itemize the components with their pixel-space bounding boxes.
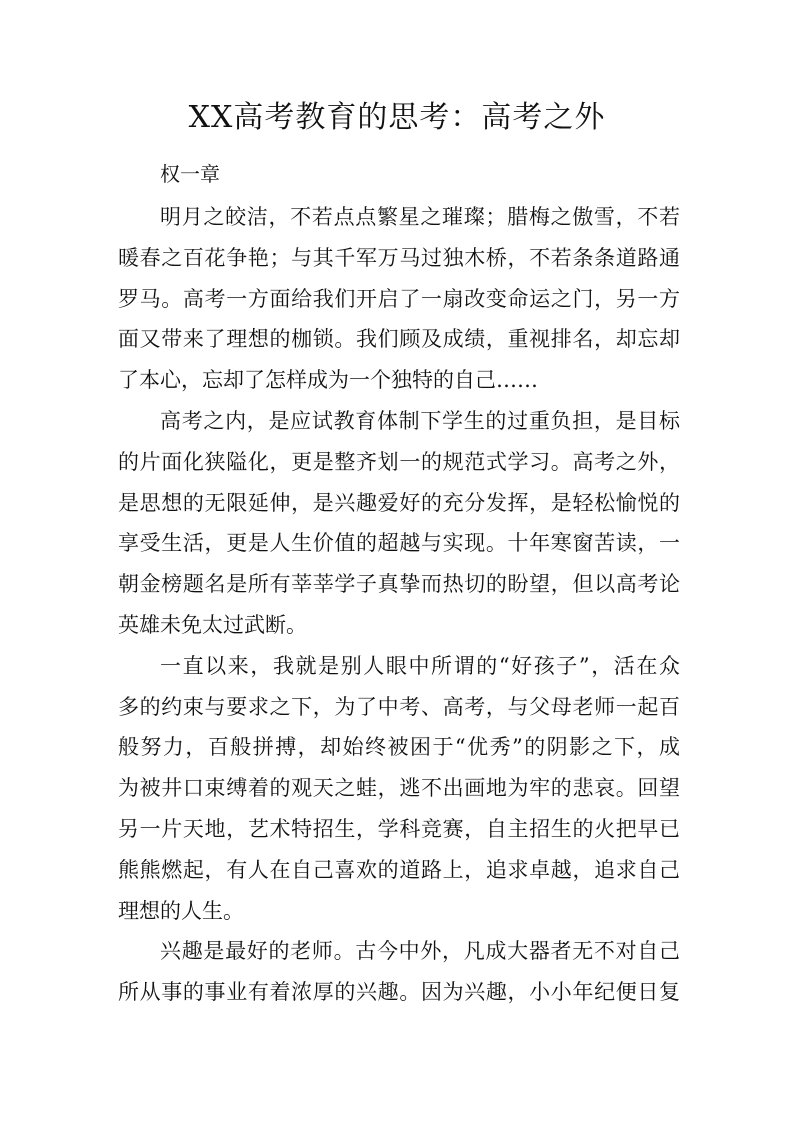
document-title: XX高考教育的思考：高考之外 <box>188 100 606 135</box>
text-line: 暖春之百花争艳；与其千军万马过独木桥，不若条条道路通 <box>118 245 680 270</box>
document-body <box>118 197 680 1013</box>
text-line: 熊熊燃起，有人在自己喜欢的道路上，追求卓越，追求自己 <box>118 857 680 882</box>
text-line: 明月之皎洁，不若点点繁星之璀璨；腊梅之傲雪，不若 <box>160 205 680 229</box>
text-line: 所从事的事业有着浓厚的兴趣。因为兴趣，小小年纪便日复 <box>118 980 680 1005</box>
text-line: 另一片天地，艺术特招生，学科竞赛，自主招生的火把早已 <box>118 816 680 841</box>
text-line: 英雄未免太过武断。 <box>118 612 307 637</box>
text-line: 享受生活，更是人生价值的超越与实现。十年寒窗苦读，一 <box>118 531 680 556</box>
text-line: 理想的人生。 <box>118 898 244 923</box>
paragraph <box>118 646 680 932</box>
text-line: 高考之内，是应试教育体制下学生的过重负担，是目标 <box>160 408 680 433</box>
text-line: 一直以来，我就是别人眼中所谓的“好孩子”，活在众 <box>160 653 680 678</box>
text-line: 了本心，忘却了怎样成为一个独特的自己…… <box>118 368 538 393</box>
text-line: 面又带来了理想的枷锁。我们顾及成绩，重视排名，却忘却 <box>118 327 680 352</box>
text-line: 般努力，百般拼搏，却始终被困于“优秀”的阴影之下，成 <box>118 735 680 760</box>
text-line: 为被井口束缚着的观天之蛙，逃不出画地为牢的悲哀。回望 <box>118 776 680 801</box>
text-line: 的片面化狭隘化，更是整齐划一的规范式学习。高考之外， <box>118 449 680 474</box>
paragraph <box>118 197 680 401</box>
text-line: 多的约束与要求之下，为了中考、高考，与父母老师一起百 <box>118 694 680 719</box>
paragraph <box>118 931 680 1013</box>
text-line: 罗马。高考一方面给我们开启了一扇改变命运之门，另一方 <box>118 286 680 311</box>
author-name: 权一章 <box>160 162 220 186</box>
paragraph <box>118 401 680 646</box>
text-line: 朝金榜题名是所有莘莘学子真挚而热切的盼望，但以高考论 <box>118 572 680 597</box>
text-line: 是思想的无限延伸，是兴趣爱好的充分发挥，是轻松愉悦的 <box>118 490 680 515</box>
text-line: 兴趣是最好的老师。古今中外，凡成大器者无不对自己 <box>160 939 680 964</box>
